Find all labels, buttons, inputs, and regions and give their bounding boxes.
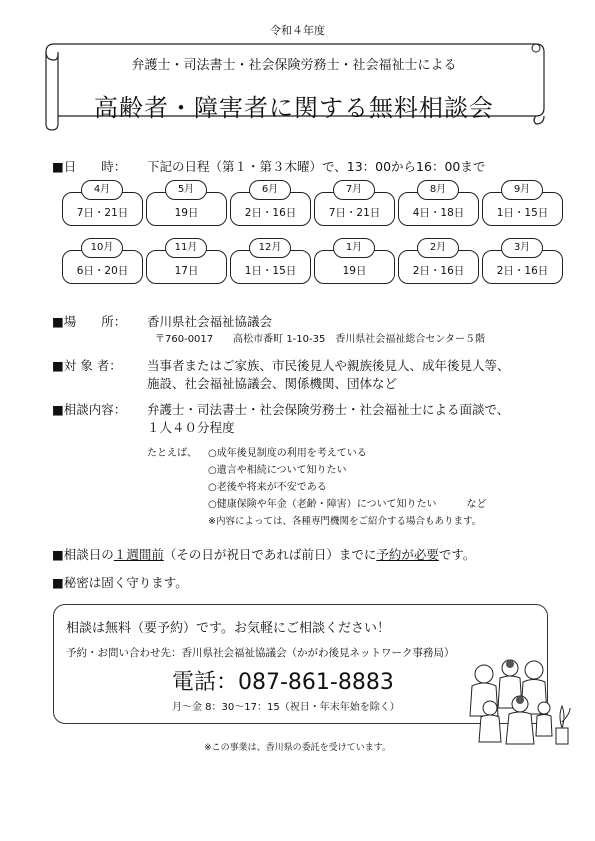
month-tab [62,238,143,284]
target-label: ■対 象 者： [52,358,122,373]
phone-number: 電話：087-861-8883 [172,670,394,695]
month-days: 7日・21日 [328,207,381,219]
target-line-1: 当事者またはご家族、市民後見人や親族後見人、成年後見人等、 [147,358,510,373]
month-label: 11月 [165,238,207,258]
example-item: ○成年後見制度の利用を考えている [208,448,367,459]
banner-subtitle: 弁護士・司法書士・社会保険労務士・社会福祉士による [131,58,457,73]
month-days: 6日・20日 [76,265,129,277]
confidentiality-notice: ■秘密は固く守ります。 [52,575,188,590]
content-label: ■相談内容： [52,402,127,417]
month-days: 4日・18日 [412,207,465,219]
place-label: ■場 所： [52,314,127,329]
month-days: 1日・15日 [496,207,549,219]
contact-headline: 相談は無料（要予約）です。お気軽にご相談ください！ [66,621,390,636]
office-hours: 月～金 8：30～17：15（祝日・年末年始を除く） [172,702,400,713]
contact-organization: 予約・お問い合わせ先：香川県社会福祉協議会（かがわ後見ネットワーク事務局） [66,647,455,659]
reservation-part: です。 [438,547,476,562]
reservation-notice [52,545,475,563]
reservation-part: （その日が祝日であれば前日）までに [163,547,377,562]
month-tab [146,238,227,284]
fiscal-year: 令和４年度 [270,24,325,37]
month-tab [230,180,311,226]
content-line-1: 弁護士・司法書士・社会保険労務士・社会福祉士による面談で、 [147,402,510,417]
examples-note: ※内容によっては、各種専門機関をご紹介する場合もあります。 [208,516,482,527]
place-name: 香川県社会福祉協議会 [147,314,273,329]
month-label: 12月 [249,238,291,258]
month-label: 10月 [81,238,123,258]
month-days: 2日・16日 [244,207,297,219]
month-days: 7日・21日 [76,207,129,219]
month-days: 19日 [342,265,367,277]
month-tab [398,180,479,226]
month-label: 9月 [501,180,543,200]
month-label: 4月 [81,180,123,200]
month-days: 1日・15日 [244,265,297,277]
example-item: ○健康保険や年金（老齢・障害）について知りたい など [208,499,487,510]
target-line-2: 施設、社会福祉協議会、関係機関、団体など [147,376,398,391]
month-tab [146,180,227,226]
family-illustration-icon [462,656,572,748]
month-tab [62,180,143,226]
month-grid [0,180,595,290]
month-days: 2日・16日 [496,265,549,277]
month-tab [314,238,395,284]
month-tab [314,180,395,226]
month-label: 7月 [333,180,375,200]
month-label: 3月 [501,238,543,258]
reservation-deadline: １週間前 [113,547,164,562]
month-label: 2月 [417,238,459,258]
reservation-part: ■相談日の [52,547,114,562]
month-days: 2日・16日 [412,265,465,277]
example-item: ○老後や将来が不安である [208,482,327,493]
example-item: ○遺言や相続について知りたい [208,465,347,476]
examples-lead: たとえば、 [147,448,197,459]
footer-note: ※この事業は、香川県の委託を受けています。 [204,743,391,753]
page-title: 高齢者・障害者に関する無料相談会 [94,94,494,122]
month-tab [482,238,563,284]
schedule-label: ■日 時： [52,159,127,174]
month-label: 6月 [249,180,291,200]
schedule-text: 下記の日程（第１・第３木曜）で、13：00から16：00まで [147,159,486,174]
reservation-required: 予約が必要 [376,547,439,562]
month-label: 1月 [333,238,375,258]
content-line-2: １人４０分程度 [147,420,235,435]
place-address: 〒760-0017 高松市番町 1-10-35 香川県社会福祉総合センター５階 [155,334,485,345]
month-label: 8月 [417,180,459,200]
month-days: 19日 [174,207,199,219]
month-label: 5月 [165,180,207,200]
month-tab [230,238,311,284]
title-banner [42,40,546,132]
month-tab [482,180,563,226]
month-days: 17日 [174,265,199,277]
month-tab [398,238,479,284]
